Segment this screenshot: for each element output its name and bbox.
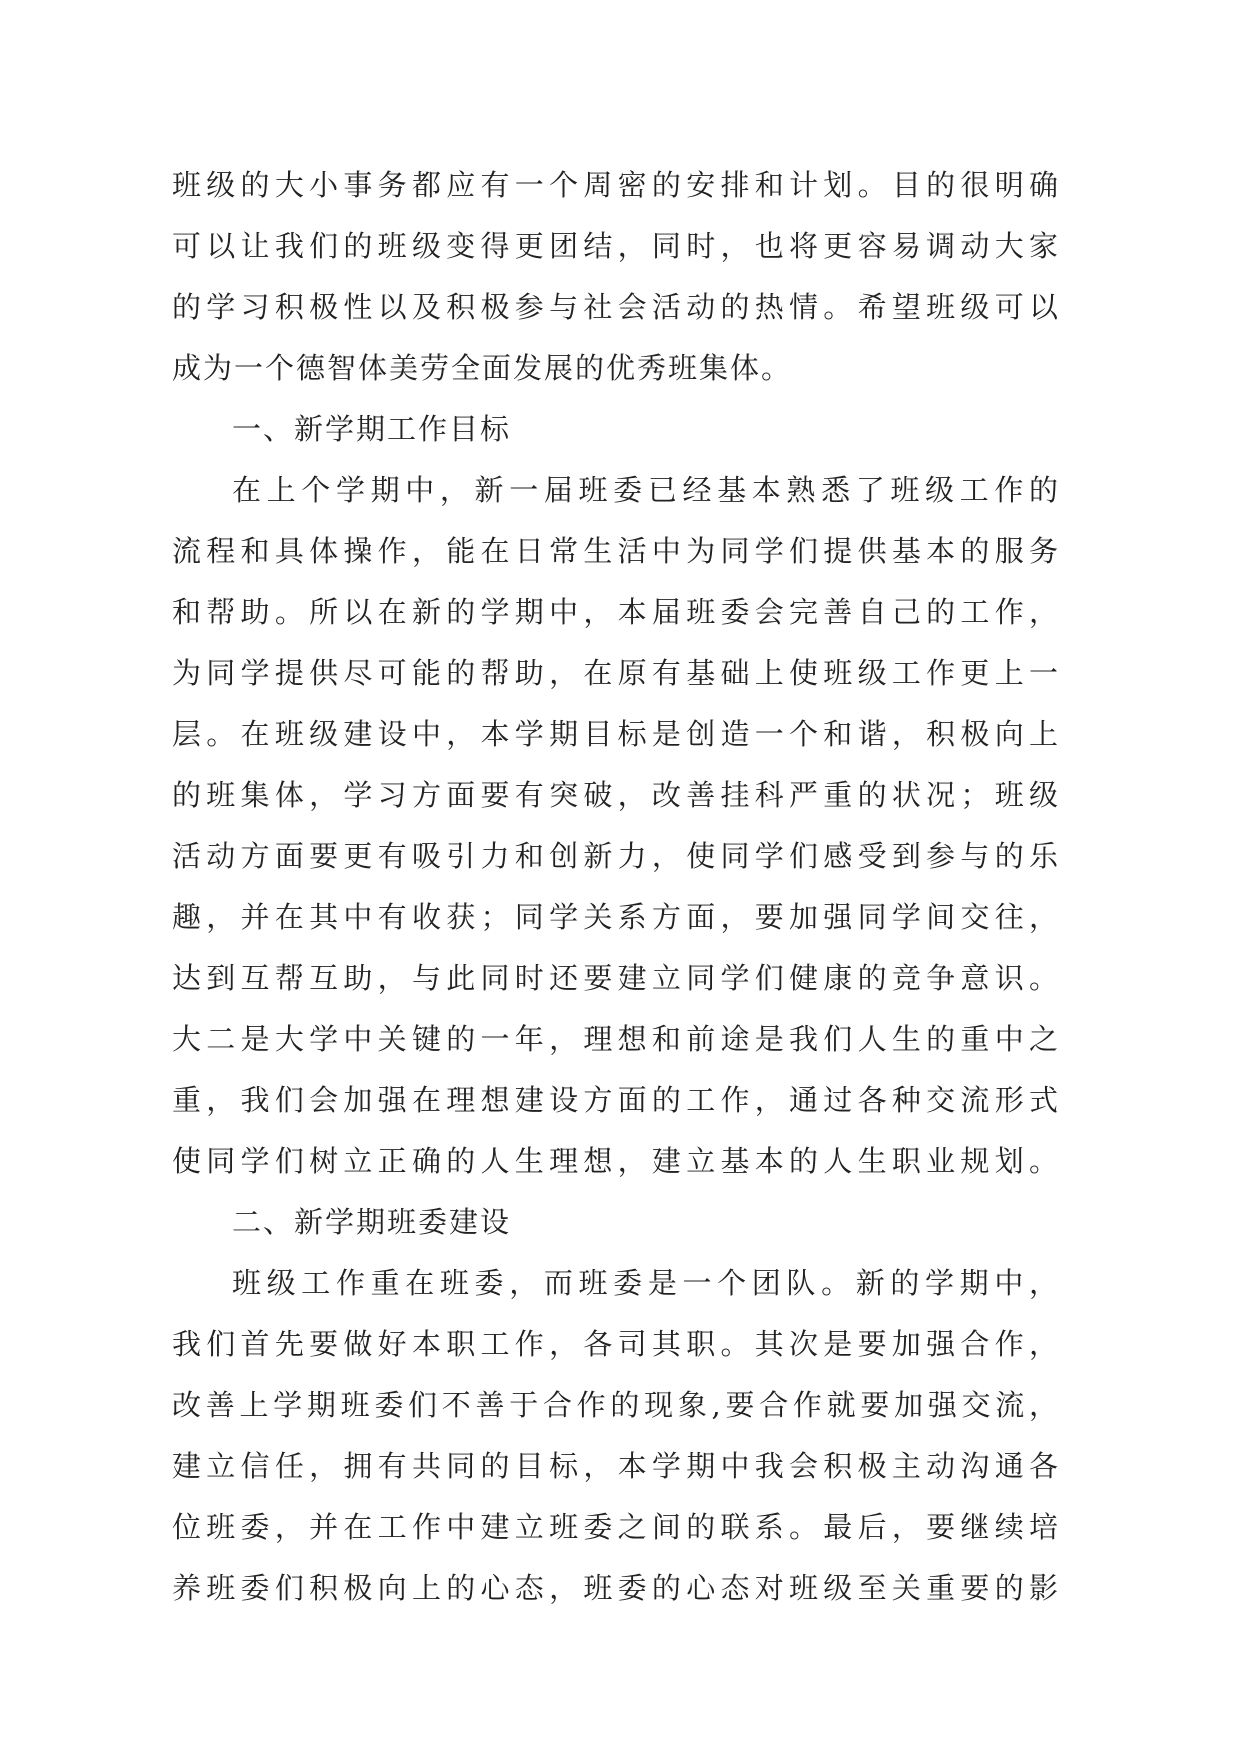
section-heading: 二、新学期班委建设 <box>232 1205 512 1239</box>
text-line: 活动方面要更有吸引力和创新力，使同学们感受到参与的乐 <box>172 839 1060 873</box>
text-line: 使同学们树立正确的人生理想，建立基本的人生职业规划。 <box>172 1144 1060 1178</box>
text-line: 重，我们会加强在理想建设方面的工作，通过各种交流形式 <box>172 1083 1060 1117</box>
text-line: 改善上学期班委们不善于合作的现象,要合作就要加强交流， <box>172 1388 1060 1422</box>
text-line: 达到互帮互助，与此同时还要建立同学们健康的竞争意识。 <box>172 961 1060 995</box>
section-heading: 一、新学期工作目标 <box>232 412 512 446</box>
document-body <box>172 155 1060 1619</box>
text-line: 位班委，并在工作中建立班委之间的联系。最后，要继续培 <box>172 1510 1060 1544</box>
text-line: 的学习积极性以及积极参与社会活动的热情。希望班级可以 <box>172 290 1060 324</box>
text-line: 班级的大小事务都应有一个周密的安排和计划。目的很明确 <box>172 168 1060 202</box>
text-line: 班级工作重在班委，而班委是一个团队。新的学期中， <box>232 1266 1060 1300</box>
text-line: 趣，并在其中有收获；同学关系方面，要加强同学间交往， <box>172 900 1060 934</box>
section-1 <box>172 399 1060 1192</box>
text-line: 可以让我们的班级变得更团结，同时，也将更容易调动大家 <box>172 229 1060 263</box>
text-line: 成为一个德智体美劳全面发展的优秀班集体。 <box>172 351 793 385</box>
text-line: 大二是大学中关键的一年，理想和前途是我们人生的重中之 <box>172 1022 1060 1056</box>
text-line: 和帮助。所以在新的学期中，本届班委会完善自己的工作， <box>172 595 1060 629</box>
text-line: 养班委们积极向上的心态，班委的心态对班级至关重要的影 <box>172 1571 1060 1605</box>
text-line: 建立信任，拥有共同的目标，本学期中我会积极主动沟通各 <box>172 1449 1060 1483</box>
text-line: 流程和具体操作，能在日常生活中为同学们提供基本的服务 <box>172 534 1060 568</box>
text-line: 为同学提供尽可能的帮助，在原有基础上使班级工作更上一 <box>172 656 1060 690</box>
text-line: 在上个学期中，新一届班委已经基本熟悉了班级工作的 <box>232 473 1060 507</box>
text-line: 层。在班级建设中，本学期目标是创造一个和谐，积极向上 <box>172 717 1060 751</box>
text-line: 的班集体，学习方面要有突破，改善挂科严重的状况；班级 <box>172 778 1060 812</box>
intro-paragraph <box>172 155 1060 399</box>
text-line: 我们首先要做好本职工作，各司其职。其次是要加强合作， <box>172 1327 1060 1361</box>
section-2 <box>172 1192 1060 1619</box>
